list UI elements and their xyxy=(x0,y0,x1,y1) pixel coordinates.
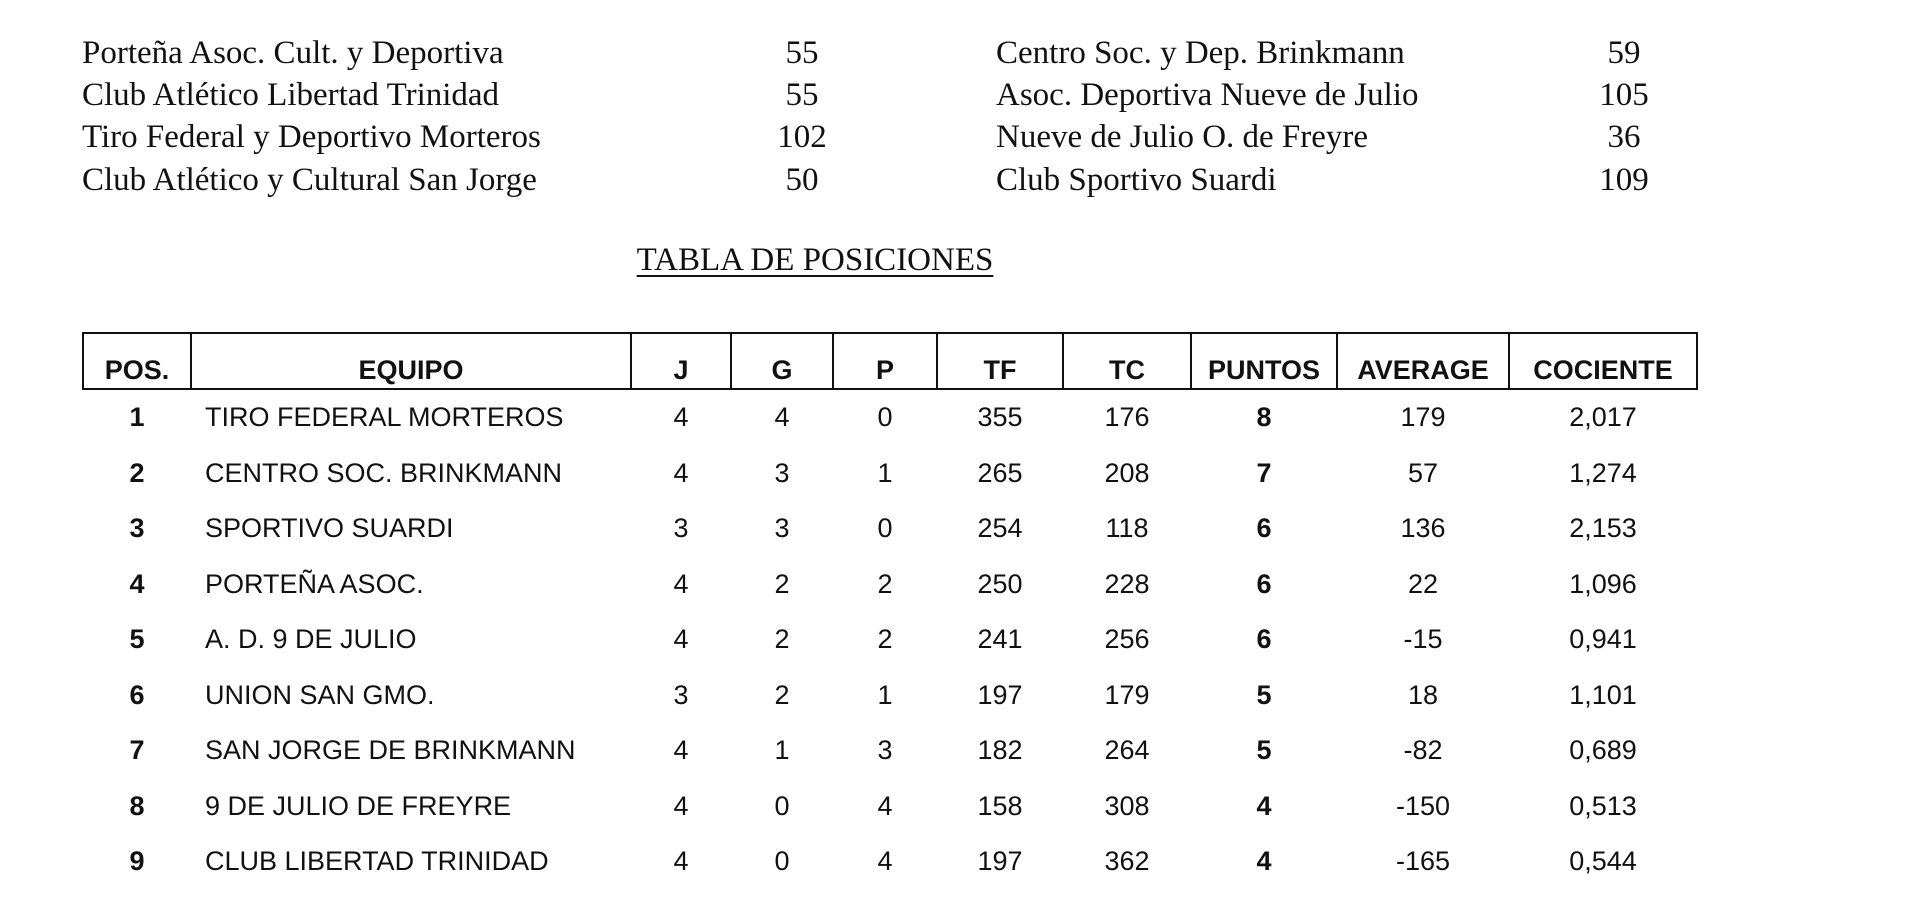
cell-points: 6 xyxy=(1256,624,1272,655)
cell-won: 2 xyxy=(774,568,790,599)
cell-ratio: 1,274 xyxy=(1569,457,1637,488)
result-score: 55 xyxy=(785,35,819,71)
cell-played: 4 xyxy=(673,457,689,488)
cell-average: 179 xyxy=(1400,402,1446,433)
table-row xyxy=(83,389,1697,446)
cell-ratio: 0,513 xyxy=(1569,790,1637,821)
cell-lost: 0 xyxy=(877,402,893,433)
cell-points: 7 xyxy=(1256,457,1272,488)
cell-average: 57 xyxy=(1407,457,1439,488)
header-points: PUNTOS xyxy=(1191,333,1337,389)
cell-pos: 9 xyxy=(129,846,145,877)
cell-lost: 4 xyxy=(877,790,893,821)
cell-won: 0 xyxy=(774,790,790,821)
cell-ratio: 1,096 xyxy=(1569,568,1637,599)
cell-played: 4 xyxy=(673,735,689,766)
result-line xyxy=(82,159,819,201)
cell-lost: 0 xyxy=(877,513,893,544)
cell-pos: 7 xyxy=(129,735,145,766)
result-score: 59 xyxy=(1607,35,1641,71)
standings-table xyxy=(82,332,1698,890)
result-line xyxy=(82,74,819,116)
table-row xyxy=(83,501,1697,557)
cell-ratio: 2,153 xyxy=(1569,513,1637,544)
cell-points-against: 208 xyxy=(1104,457,1150,488)
cell-won: 4 xyxy=(774,402,790,433)
cell-ratio: 0,544 xyxy=(1569,846,1637,877)
cell-lost: 1 xyxy=(877,457,893,488)
result-team: Club Atlético Libertad Trinidad xyxy=(82,77,500,113)
cell-points-for: 250 xyxy=(977,568,1023,599)
cell-points: 8 xyxy=(1256,402,1272,433)
cell-points: 5 xyxy=(1256,735,1272,766)
cell-average: -165 xyxy=(1395,846,1451,877)
header-points-against: TC xyxy=(1063,333,1191,389)
table-row xyxy=(83,834,1697,890)
cell-points-against: 264 xyxy=(1104,735,1150,766)
result-line xyxy=(996,159,1696,201)
header-team: EQUIPO xyxy=(191,333,631,389)
cell-team: CENTRO SOC. BRINKMANN xyxy=(205,457,563,488)
result-line xyxy=(996,116,1696,158)
result-score: 109 xyxy=(1599,162,1649,198)
result-score: 105 xyxy=(1599,77,1649,113)
header-pos: POS. xyxy=(83,333,191,389)
result-team: Nueve de Julio O. de Freyre xyxy=(996,119,1369,155)
cell-lost: 2 xyxy=(877,568,893,599)
cell-average: 18 xyxy=(1407,679,1439,710)
result-team: Asoc. Deportiva Nueve de Julio xyxy=(996,77,1419,113)
result-team: Club Atlético y Cultural San Jorge xyxy=(82,162,537,198)
cell-played: 3 xyxy=(673,679,689,710)
cell-points-against: 118 xyxy=(1105,513,1149,544)
cell-won: 2 xyxy=(774,624,790,655)
cell-points-for: 158 xyxy=(977,790,1023,821)
result-score: 102 xyxy=(777,119,827,155)
cell-points-for: 182 xyxy=(977,735,1023,766)
result-team: Club Sportivo Suardi xyxy=(996,162,1277,198)
cell-points: 4 xyxy=(1256,846,1272,877)
cell-points-against: 179 xyxy=(1104,679,1150,710)
cell-points-for: 254 xyxy=(977,513,1023,544)
cell-average: -150 xyxy=(1395,790,1451,821)
header-ratio: COCIENTE xyxy=(1509,333,1697,389)
cell-lost: 1 xyxy=(877,679,893,710)
table-row xyxy=(83,668,1697,724)
cell-team: SAN JORGE DE BRINKMANN xyxy=(205,735,576,766)
cell-pos: 2 xyxy=(129,457,145,488)
header-played: J xyxy=(631,333,731,389)
cell-points-for: 265 xyxy=(977,457,1023,488)
cell-points-against: 228 xyxy=(1104,568,1150,599)
cell-played: 4 xyxy=(673,568,689,599)
cell-pos: 1 xyxy=(129,402,145,433)
result-line xyxy=(996,74,1696,116)
cell-lost: 2 xyxy=(877,624,893,655)
cell-points-for: 241 xyxy=(977,624,1023,655)
cell-pos: 6 xyxy=(129,679,145,710)
header-won: G xyxy=(731,333,833,389)
cell-pos: 8 xyxy=(129,790,145,821)
cell-team: UNION SAN GMO. xyxy=(205,679,435,710)
cell-won: 1 xyxy=(774,735,790,766)
cell-ratio: 1,101 xyxy=(1569,679,1637,710)
match-results xyxy=(0,0,1920,230)
cell-points: 6 xyxy=(1256,513,1272,544)
cell-points-against: 308 xyxy=(1104,790,1150,821)
cell-won: 0 xyxy=(774,846,790,877)
cell-team: PORTEÑA ASOC. xyxy=(205,568,424,599)
cell-points: 5 xyxy=(1256,679,1272,710)
standings-title: TABLA DE POSICIONES xyxy=(636,242,994,278)
cell-team: SPORTIVO SUARDI xyxy=(205,513,454,544)
cell-lost: 3 xyxy=(877,735,893,766)
result-line xyxy=(996,32,1696,74)
cell-team: A. D. 9 DE JULIO xyxy=(205,624,417,655)
cell-won: 3 xyxy=(774,457,790,488)
standings-header-row xyxy=(83,333,1697,389)
table-row xyxy=(83,723,1697,779)
cell-average: -82 xyxy=(1403,735,1443,766)
cell-points-against: 176 xyxy=(1104,402,1150,433)
table-row xyxy=(83,557,1697,613)
cell-pos: 4 xyxy=(129,568,145,599)
cell-points-for: 197 xyxy=(977,679,1023,710)
cell-played: 4 xyxy=(673,624,689,655)
result-team: Centro Soc. y Dep. Brinkmann xyxy=(996,35,1405,71)
cell-won: 2 xyxy=(774,679,790,710)
header-average: AVERAGE xyxy=(1337,333,1509,389)
cell-points-against: 362 xyxy=(1104,846,1150,877)
table-row xyxy=(83,612,1697,668)
cell-average: -15 xyxy=(1403,624,1443,655)
cell-ratio: 2,017 xyxy=(1569,402,1637,433)
cell-ratio: 0,941 xyxy=(1569,624,1637,655)
result-score: 50 xyxy=(785,162,819,198)
cell-team: CLUB LIBERTAD TRINIDAD xyxy=(205,846,549,877)
cell-ratio: 0,689 xyxy=(1569,735,1637,766)
result-team: Porteña Asoc. Cult. y Deportiva xyxy=(82,35,504,71)
result-score: 36 xyxy=(1607,119,1641,155)
cell-lost: 4 xyxy=(877,846,893,877)
cell-pos: 5 xyxy=(129,624,145,655)
cell-team: 9 DE JULIO DE FREYRE xyxy=(205,790,512,821)
cell-played: 4 xyxy=(673,790,689,821)
cell-team: TIRO FEDERAL MORTEROS xyxy=(205,402,564,433)
result-line xyxy=(82,32,819,74)
cell-points-for: 355 xyxy=(977,402,1023,433)
cell-won: 3 xyxy=(774,513,790,544)
header-points-for: TF xyxy=(937,333,1063,389)
cell-played: 3 xyxy=(673,513,689,544)
table-row xyxy=(83,779,1697,835)
header-lost: P xyxy=(833,333,937,389)
result-team: Tiro Federal y Deportivo Morteros xyxy=(82,119,541,155)
cell-played: 4 xyxy=(673,402,689,433)
cell-pos: 3 xyxy=(129,513,145,544)
cell-points-for: 197 xyxy=(977,846,1023,877)
result-score: 55 xyxy=(785,77,819,113)
cell-points-against: 256 xyxy=(1104,624,1150,655)
cell-played: 4 xyxy=(673,846,689,877)
table-row xyxy=(83,446,1697,502)
cell-points: 4 xyxy=(1256,790,1272,821)
cell-average: 22 xyxy=(1407,568,1439,599)
result-line xyxy=(82,116,827,158)
cell-average: 136 xyxy=(1400,513,1446,544)
cell-points: 6 xyxy=(1256,568,1272,599)
